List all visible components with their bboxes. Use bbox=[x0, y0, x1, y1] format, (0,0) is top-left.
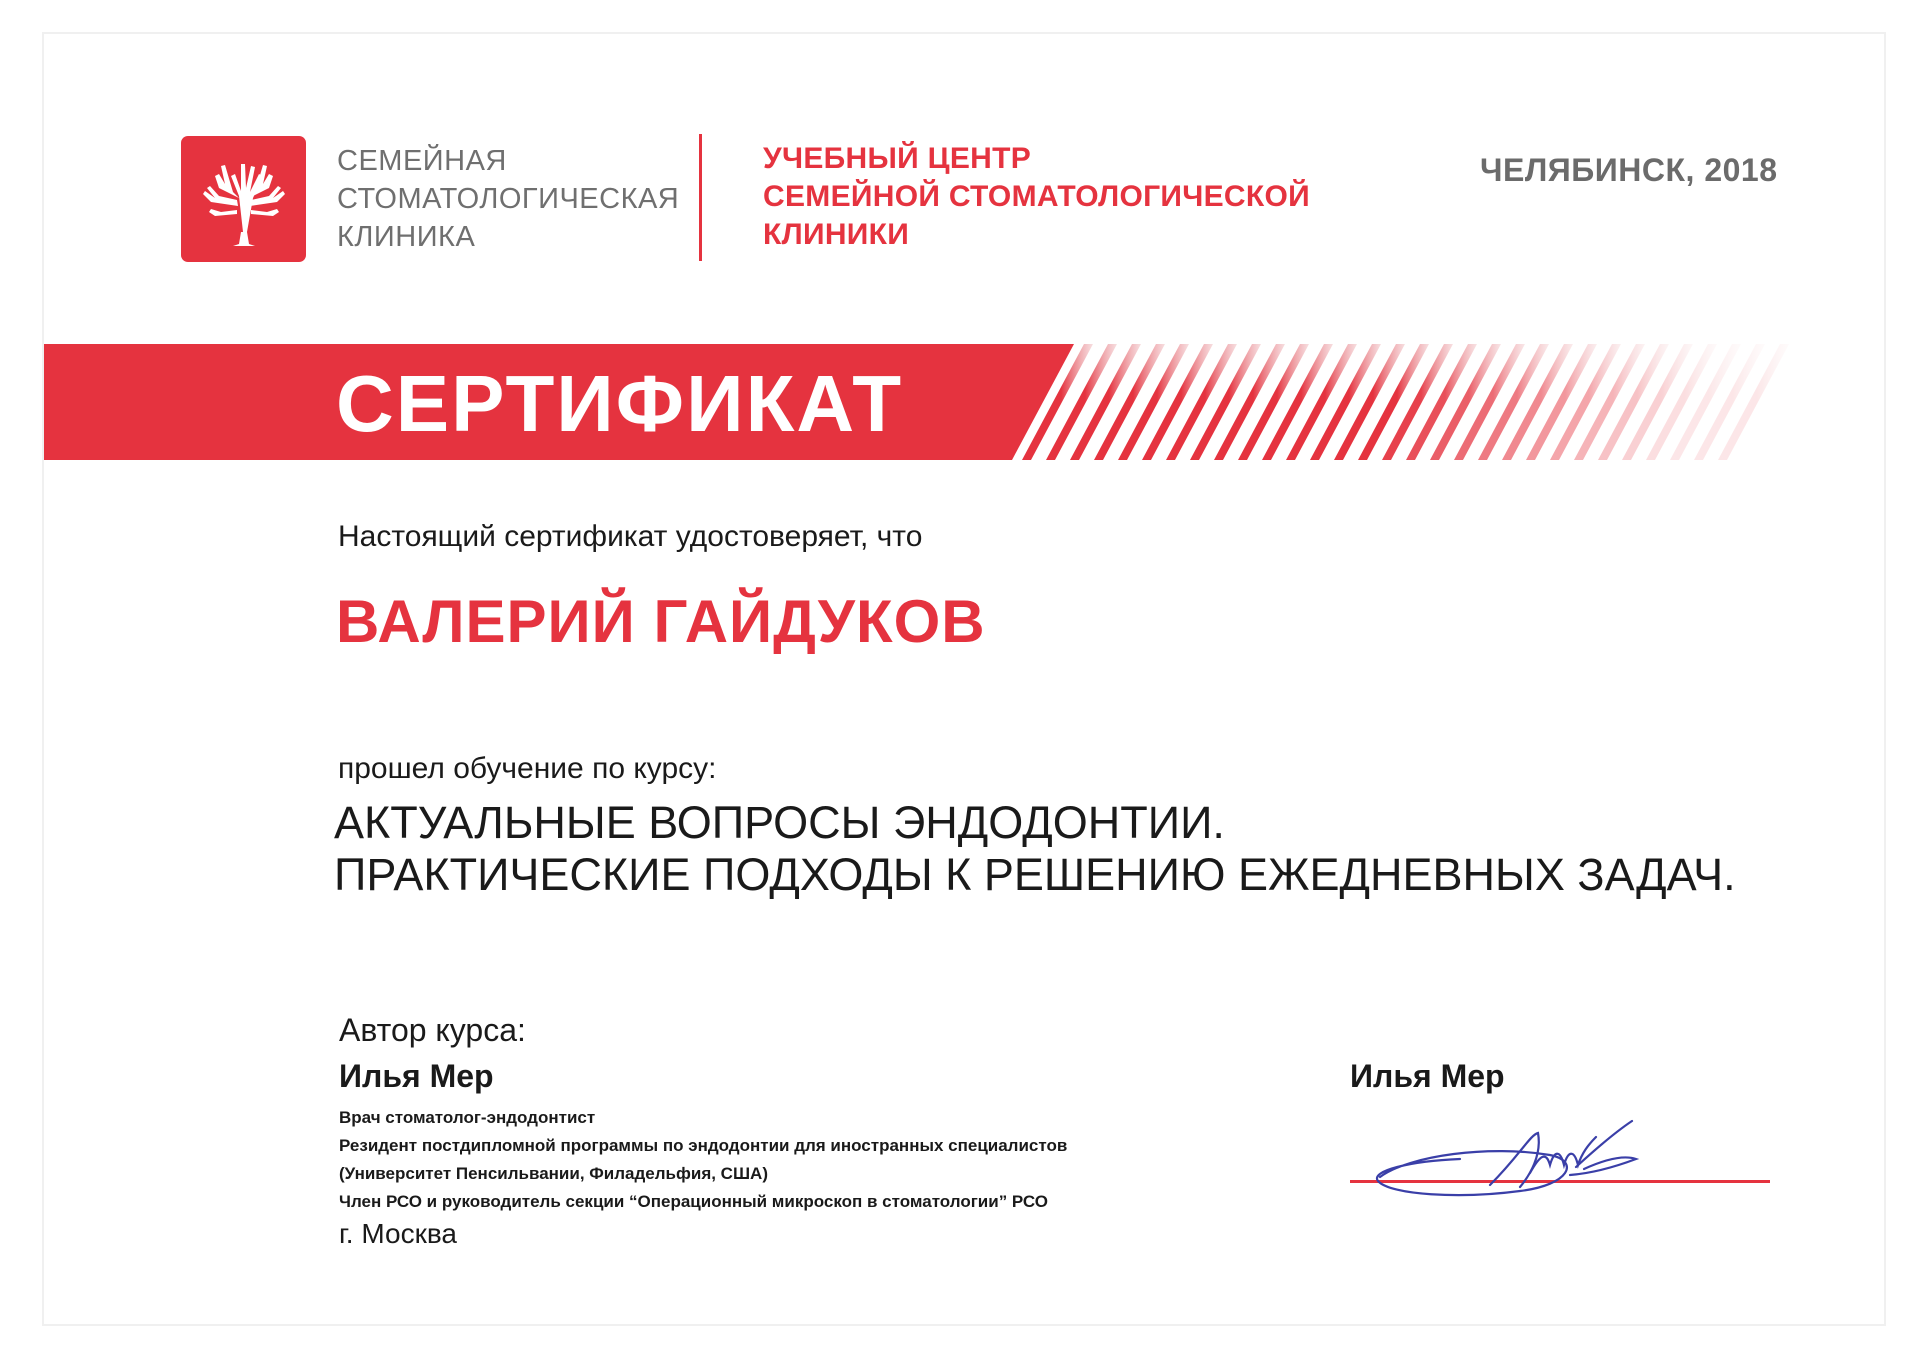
course-title bbox=[334, 797, 1736, 901]
signer-name: Илья Мер bbox=[1350, 1058, 1505, 1094]
credential-line: (Университет Пенсильвании, Филадельфия, США) bbox=[339, 1164, 768, 1183]
handwritten-signature bbox=[1370, 1115, 1670, 1205]
course-intro-text: прошел обучение по курсу: bbox=[338, 752, 717, 785]
banner-stripes bbox=[44, 344, 1884, 460]
city-year: ЧЕЛЯБИНСК, 2018 bbox=[1480, 152, 1778, 188]
training-center-name bbox=[763, 140, 1310, 254]
center-line: КЛИНИКИ bbox=[763, 218, 910, 251]
credential-line: Врач стоматолог-эндодонтист bbox=[339, 1108, 596, 1127]
clinic-logo bbox=[181, 136, 306, 262]
course-line: ПРАКТИЧЕСКИЕ ПОДХОДЫ К РЕШЕНИЮ ЕЖЕДНЕВНЫХ ЗАДАЧ. bbox=[334, 849, 1736, 900]
center-line: УЧЕБНЫЙ ЦЕНТР bbox=[763, 142, 1032, 175]
hands-tree-icon bbox=[181, 136, 306, 262]
author-name: Илья Мер bbox=[339, 1058, 494, 1094]
author-credentials bbox=[339, 1104, 1067, 1216]
author-label: Автор курса: bbox=[339, 1012, 526, 1048]
brand-line: СЕМЕЙНАЯ bbox=[337, 145, 507, 177]
brand-line: КЛИНИКА bbox=[337, 221, 476, 253]
certificate-title: СЕРТИФИКАТ bbox=[336, 359, 904, 448]
title-banner bbox=[44, 344, 1884, 460]
header-divider bbox=[699, 134, 702, 261]
recipient-name: ВАЛЕРИЙ ГАЙДУКОВ bbox=[336, 588, 986, 655]
brand-line: СТОМАТОЛОГИЧЕСКАЯ bbox=[337, 183, 680, 215]
credential-line: Член РСО и руководитель секции “Операционный микроскоп в стоматологии” РСО bbox=[339, 1192, 1048, 1211]
center-line: СЕМЕЙНОЙ СТОМАТОЛОГИЧЕСКОЙ bbox=[763, 180, 1311, 213]
course-line: АКТУАЛЬНЫЕ ВОПРОСЫ ЭНДОДОНТИИ. bbox=[334, 797, 1225, 848]
credential-line: Резидент постдипломной программы по эндодонтии для иностранных специалистов bbox=[339, 1136, 1068, 1155]
intro-text: Настоящий сертификат удостоверяет, что bbox=[338, 520, 923, 553]
author-city: г. Москва bbox=[339, 1218, 457, 1249]
clinic-brand-name bbox=[337, 142, 679, 256]
